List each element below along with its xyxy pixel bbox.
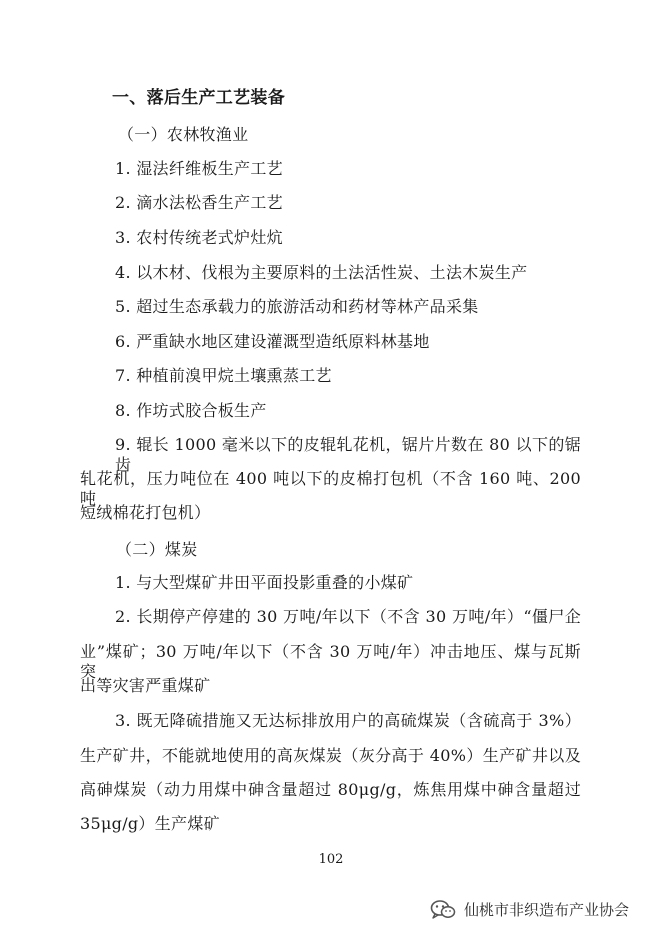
- section-heading: 一、落后生产工艺装备: [112, 88, 285, 108]
- list-item-line: 9. 辊长 1000 毫米以下的皮辊轧花机，锯片片数在 80 以下的锯齿: [115, 435, 581, 474]
- list-item: 6. 严重缺水地区建设灌溉型造纸原料林基地: [115, 332, 430, 351]
- list-item: 5. 超过生态承载力的旅游活动和药材等林产品采集: [115, 297, 479, 316]
- list-item-line: 3. 既无降硫措施又无达标排放用户的高硫煤炭（含硫高于 3%）: [115, 711, 581, 730]
- list-item: 7. 种植前溴甲烷土壤熏蒸工艺: [115, 366, 332, 385]
- list-item-line: 生产矿井，不能就地使用的高灰煤炭（灰分高于 40%）生产矿井以及: [80, 746, 581, 765]
- list-item: 1. 与大型煤矿井田平面投影重叠的小煤矿: [115, 573, 414, 592]
- list-item-line: 轧花机，压力吨位在 400 吨以下的皮棉打包机（不含 160 吨、200 吨: [80, 469, 581, 508]
- page-number: 102: [318, 852, 344, 867]
- list-item-line: 短绒棉花打包机）: [80, 503, 211, 522]
- list-item: 8. 作坊式胶合板生产: [115, 401, 267, 420]
- subsection-heading-coal: （二）煤炭: [116, 540, 198, 559]
- list-item: 4. 以木材、伐根为主要原料的土法活性炭、土法木炭生产: [115, 263, 528, 282]
- list-item-line: 出等灾害严重煤矿: [80, 676, 211, 695]
- wechat-channel-icon: [430, 898, 456, 920]
- list-item-line: 35μg/g）生产煤矿: [80, 814, 220, 833]
- list-item: 1. 湿法纤维板生产工艺: [115, 159, 283, 178]
- list-item: 2. 滴水法松香生产工艺: [115, 193, 283, 212]
- watermark-text: 仙桃市非织造布产业协会: [464, 900, 630, 919]
- list-item-line: 高砷煤炭（动力用煤中砷含量超过 80μg/g，炼焦用煤中砷含量超过: [80, 780, 581, 799]
- list-item-line: 业”煤矿；30 万吨/年以下（不含 30 万吨/年）冲击地压、煤与瓦斯突: [80, 642, 581, 681]
- subsection-heading-agriculture: （一）农林牧渔业: [118, 125, 249, 144]
- list-item: 3. 农村传统老式炉灶炕: [115, 228, 283, 247]
- list-item-line: 2. 长期停产停建的 30 万吨/年以下（不含 30 万吨/年）“僵尸企: [115, 607, 581, 626]
- watermark: [430, 897, 629, 921]
